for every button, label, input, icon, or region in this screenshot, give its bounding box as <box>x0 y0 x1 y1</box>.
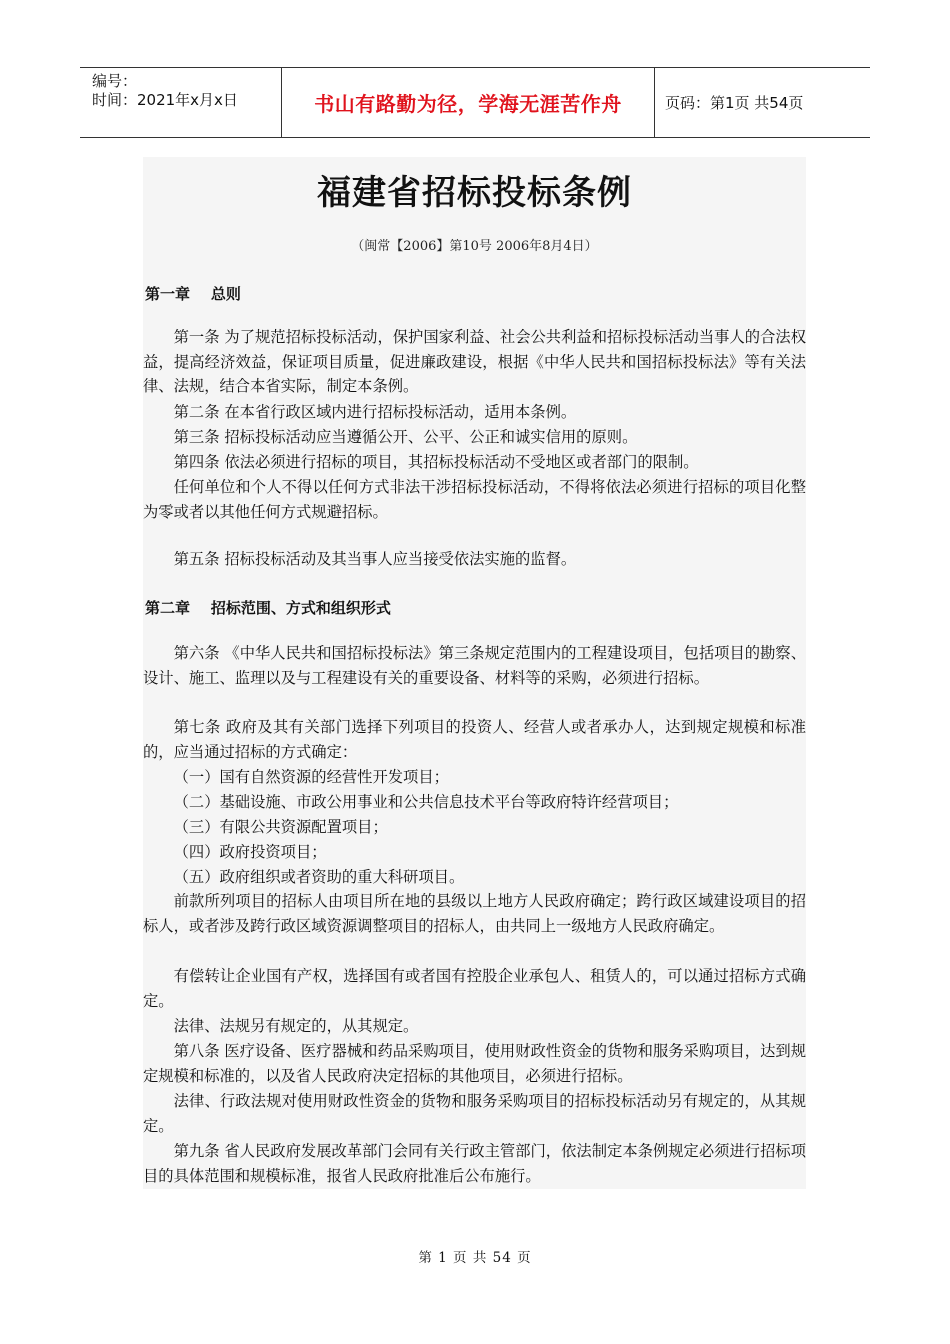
chapter-heading: 第二章 招标范围、方式和组织形式 <box>145 599 391 617</box>
list-item: （四）政府投资项目； <box>173 843 327 861</box>
paragraph: 法律、法规另有规定的，从其规定。 <box>173 1017 419 1035</box>
document-title: 福建省招标投标条例 <box>317 173 632 213</box>
paragraph: 法律、行政法规对使用财政性资金的货物和服务采购项目的招标投标活动另有规定的，从其规定。 <box>143 1092 806 1135</box>
list-item: （五）政府组织或者资助的重大科研项目。 <box>173 868 465 886</box>
chapter-heading: 第一章 总则 <box>145 285 241 303</box>
paragraph: 有偿转让企业国有产权，选择国有或者国有控股企业承包人、租赁人的，可以通过招标方式确定。 <box>143 967 806 1010</box>
number-label: 编号： <box>92 72 138 90</box>
document-subtitle: （闽常【2006】第10号 2006年8月4日） <box>351 239 598 254</box>
paragraph: 第三条 招标投标活动应当遵循公开、公平、公正和诚实信用的原则。 <box>173 428 638 446</box>
list-item: （一）国有自然资源的经营性开发项目； <box>173 768 449 786</box>
paragraph: 第九条 省人民政府发展改革部门会同有关行政主管部门，依法制定本条例规定必须进行招标项目的具体范围和规模标准，报省人民政府批准后公布施行。 <box>143 1142 806 1185</box>
page-header <box>80 67 870 138</box>
paragraph: 前款所列项目的招标人由项目所在地的县级以上地方人民政府确定；跨行政区域建设项目的招标人，或者涉及跨行政区域资源调整项目的招标人，由共同上一级地方人民政府确定。 <box>143 892 806 935</box>
header-page-info: 页码：第1页 共54页 <box>665 94 804 112</box>
paragraph: 任何单位和个人不得以任何方式非法干涉招标投标活动，不得将依法必须进行招标的项目化整为零或者以其他任何方式规避招标。 <box>143 478 806 521</box>
paragraph: 第四条 依法必须进行招标的项目，其招标投标活动不受地区或者部门的限制。 <box>173 453 699 471</box>
header-motto: 书山有路勤为径，学海无涯苦作舟 <box>282 68 655 137</box>
paragraph: 第一条 为了规范招标投标活动，保护国家利益、社会公共利益和招标投标活动当事人的合法权益，提高经济效益，保证项目质量，促进廉政建设，根据《中华人民共和国招标投标法》等有关法律、法规，结合本省实际，制定本条例。 <box>143 328 806 395</box>
paragraph: 第八条 医疗设备、医疗器械和药品采购项目，使用财政性资金的货物和服务采购项目，达到规定规模和标准的，以及省人民政府决定招标的其他项目，必须进行招标。 <box>143 1042 806 1085</box>
paragraph: 第五条 招标投标活动及其当事人应当接受依法实施的监督。 <box>173 550 577 568</box>
paragraph: 第六条 《中华人民共和国招标投标法》第三条规定范围内的工程建设项目，包括项目的勘察、设计、施工、监理以及与工程建设有关的重要设备、材料等的采购，必须进行招标。 <box>143 644 806 687</box>
header-meta <box>80 68 282 137</box>
list-item: （三）有限公共资源配置项目； <box>173 818 388 836</box>
paragraph: 第二条 在本省行政区域内进行招标投标活动，适用本条例。 <box>173 403 577 421</box>
time-label: 时间：2021年x月x日 <box>92 91 238 109</box>
document-content <box>143 157 806 1189</box>
paragraph: 第七条 政府及其有关部门选择下列项目的投资人、经营人或者承办人，达到规定规模和标准的，应当通过招标的方式确定： <box>143 718 806 761</box>
list-item: （二）基础设施、市政公用事业和公共信息技术平台等政府特许经营项目； <box>173 793 679 811</box>
page-footer: 第 1 页 共 54 页 <box>418 1250 532 1266</box>
